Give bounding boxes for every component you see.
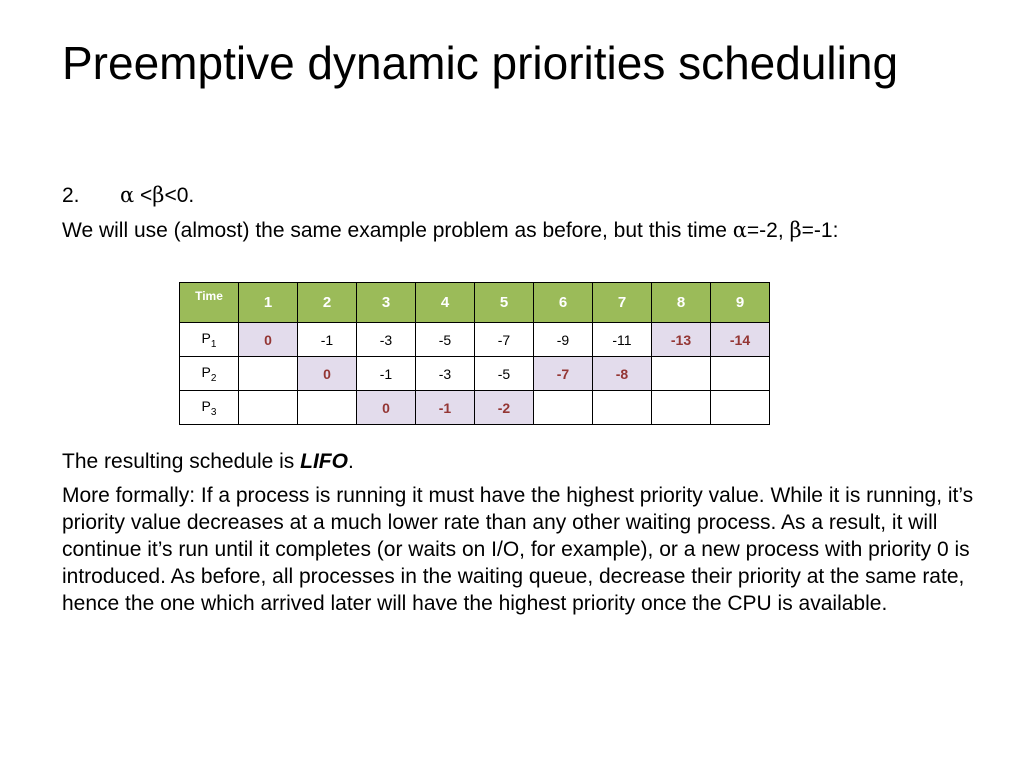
process-label	[180, 323, 239, 357]
table-header-cell: 9	[711, 283, 770, 323]
priority-cell	[652, 391, 711, 425]
priority-cell	[652, 357, 711, 391]
alpha-symbol: α	[120, 183, 135, 207]
process-label	[180, 391, 239, 425]
table-header-cell: 7	[593, 283, 652, 323]
alpha-symbol: α	[732, 218, 747, 242]
result-suffix: .	[347, 450, 354, 473]
priority-cell	[239, 391, 298, 425]
formal-paragraph: More formally: If a process is running it must have the highest priority value. While it is running, it’s priority value decreases at a much lower rate than any other waiting process. As a result, it will continue it’s run until it completes (or waits on I/O, for example), or a new process with priority 0 is introduced. As before, all processes in the waiting queue, decrease their priority at the same rate, hence the one which arrived later will have the highest priority once the CPU is available.	[62, 484, 974, 615]
beta-symbol: β	[152, 183, 165, 207]
priority-cell: -7	[475, 323, 534, 357]
priority-cell-running: 0	[239, 323, 298, 357]
priority-cell: -11	[593, 323, 652, 357]
priority-cell: -1	[357, 357, 416, 391]
less-than-zero-text: <0.	[164, 184, 195, 207]
priority-cell-running: -13	[652, 323, 711, 357]
beta-value: =-1:	[801, 219, 839, 242]
table-header-time: Time	[180, 283, 239, 323]
condition-item	[62, 182, 194, 209]
priority-cell: -5	[475, 357, 534, 391]
table-row	[180, 357, 770, 391]
result-line	[62, 448, 354, 475]
slide-title: Preemptive dynamic priorities scheduling	[62, 37, 899, 89]
priority-cell: -5	[416, 323, 475, 357]
priority-cell: -1	[298, 323, 357, 357]
table-header-cell: 8	[652, 283, 711, 323]
table-header-cell: 2	[298, 283, 357, 323]
priority-cell	[298, 391, 357, 425]
priority-cell: -3	[416, 357, 475, 391]
priority-cell-running: -14	[711, 323, 770, 357]
priority-cell-running: -7	[534, 357, 593, 391]
alpha-value: =-2,	[746, 219, 790, 242]
schedule-table	[179, 282, 770, 425]
table-row	[180, 391, 770, 425]
priority-cell: -3	[357, 323, 416, 357]
result-prefix: The resulting schedule is	[62, 450, 301, 473]
table-header-row	[180, 283, 770, 323]
process-label-subscript: 1	[210, 338, 217, 350]
priority-cell	[239, 357, 298, 391]
priority-cell	[711, 357, 770, 391]
table-header-cell: 3	[357, 283, 416, 323]
process-label-text: P	[201, 329, 211, 346]
item-number: 2.	[62, 184, 80, 207]
priority-cell-running: -2	[475, 391, 534, 425]
table-header-cell: 5	[475, 283, 534, 323]
beta-symbol: β	[789, 218, 802, 242]
priority-cell-running: -8	[593, 357, 652, 391]
priority-cell	[593, 391, 652, 425]
process-label-subscript: 3	[210, 406, 217, 418]
intro-text: We will use (almost) the same example problem as before, but this time	[62, 219, 733, 242]
table-header-cell: 4	[416, 283, 475, 323]
priority-cell-running: 0	[298, 357, 357, 391]
intro-paragraph	[62, 217, 982, 244]
less-than-text: <	[134, 184, 153, 207]
table-header-cell: 1	[239, 283, 298, 323]
priority-cell	[534, 391, 593, 425]
priority-cell-running: 0	[357, 391, 416, 425]
process-label-text: P	[201, 363, 211, 380]
table-header-cell: 6	[534, 283, 593, 323]
table-row	[180, 323, 770, 357]
process-label-subscript: 2	[210, 372, 217, 384]
priority-cell	[711, 391, 770, 425]
process-label	[180, 357, 239, 391]
result-emphasis: LIFO	[300, 450, 348, 473]
process-label-text: P	[201, 397, 211, 414]
priority-cell: -9	[534, 323, 593, 357]
priority-cell-running: -1	[416, 391, 475, 425]
